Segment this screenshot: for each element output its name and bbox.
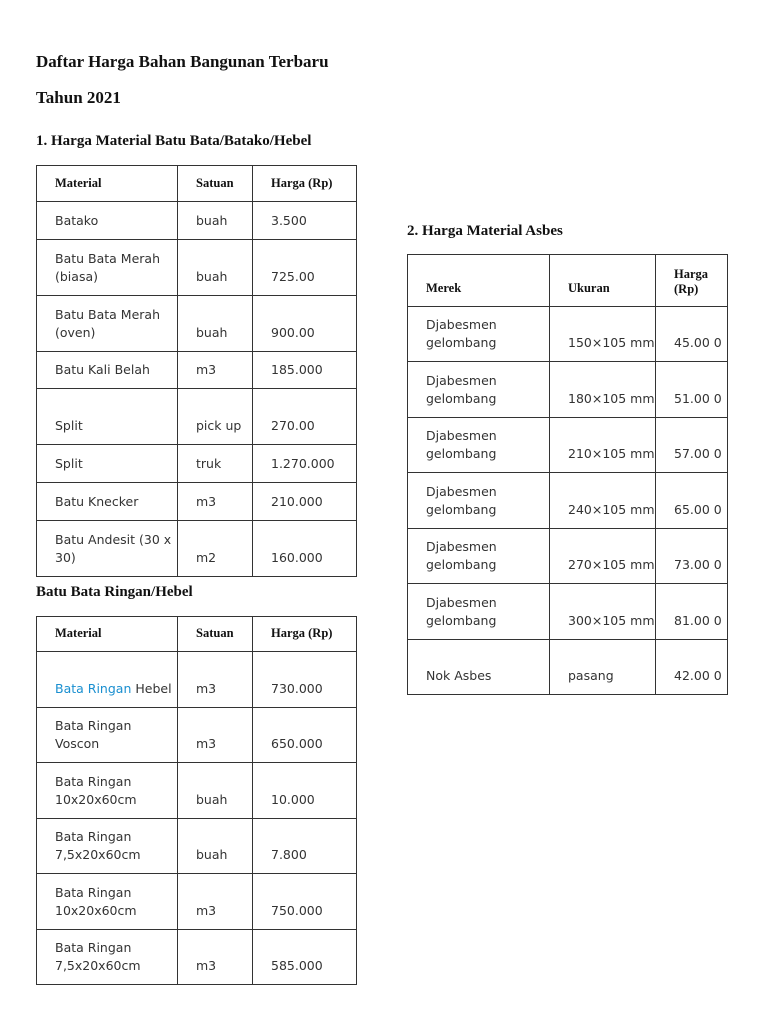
table-row bbox=[37, 445, 357, 483]
cell-satuan: truk bbox=[178, 445, 253, 483]
cell-ukuran: 240×105 mm bbox=[550, 473, 656, 529]
table-row bbox=[37, 763, 357, 819]
table-row bbox=[408, 307, 728, 362]
cell-material: Batu Andesit (30 x 30) bbox=[37, 521, 178, 577]
header-satuan: Satuan bbox=[178, 166, 253, 202]
cell-material: Batu Kali Belah bbox=[37, 352, 178, 389]
cell-material: Split bbox=[37, 389, 178, 445]
cell-ukuran: 150×105 mm bbox=[550, 307, 656, 362]
cell-harga: 3.500 bbox=[253, 202, 357, 240]
cell-merek: Djabesmen gelombang bbox=[408, 418, 550, 473]
cell-harga: 185.000 bbox=[253, 352, 357, 389]
table-row bbox=[408, 418, 728, 473]
cell-harga: 730.000 bbox=[253, 652, 357, 708]
cell-harga: 42.00 0 bbox=[656, 640, 728, 695]
table-batu-bata bbox=[36, 165, 357, 577]
cell-satuan: m3 bbox=[178, 930, 253, 985]
cell-material: Bata Ringan 10x20x60cm bbox=[37, 874, 178, 930]
cell-merek: Djabesmen gelombang bbox=[408, 529, 550, 584]
cell-merek: Djabesmen gelombang bbox=[408, 473, 550, 529]
cell-harga: 65.00 0 bbox=[656, 473, 728, 529]
cell-merek: Nok Asbes bbox=[408, 640, 550, 695]
cell-satuan: buah bbox=[178, 819, 253, 874]
cell-material: Bata Ringan Voscon bbox=[37, 708, 178, 763]
cell-harga: 1.270.000 bbox=[253, 445, 357, 483]
cell-ukuran: 210×105 mm bbox=[550, 418, 656, 473]
header-merek: Merek bbox=[408, 255, 550, 307]
table-header-row bbox=[37, 617, 357, 652]
cell-harga: 160.000 bbox=[253, 521, 357, 577]
cell-harga: 45.00 0 bbox=[656, 307, 728, 362]
section-title-asbes: 2. Harga Material Asbes bbox=[407, 223, 563, 239]
cell-satuan: m3 bbox=[178, 652, 253, 708]
cell-satuan: m3 bbox=[178, 352, 253, 389]
cell-material-rest: Hebel bbox=[131, 681, 172, 696]
section-title-batu-bata: 1. Harga Material Batu Bata/Batako/Hebel bbox=[36, 133, 312, 149]
cell-harga: 725.00 bbox=[253, 240, 357, 296]
cell-satuan: pick up bbox=[178, 389, 253, 445]
cell-satuan: buah bbox=[178, 296, 253, 352]
table-bata-ringan bbox=[36, 616, 357, 985]
cell-harga: 210.000 bbox=[253, 483, 357, 521]
cell-satuan: buah bbox=[178, 202, 253, 240]
header-satuan: Satuan bbox=[178, 617, 253, 652]
table-row bbox=[37, 874, 357, 930]
table-row bbox=[37, 352, 357, 389]
header-ukuran: Ukuran bbox=[550, 255, 656, 307]
cell-ukuran: 180×105 mm bbox=[550, 362, 656, 418]
table-row bbox=[37, 930, 357, 985]
table-row bbox=[37, 708, 357, 763]
cell-material: Bata Ringan 7,5x20x60cm bbox=[37, 930, 178, 985]
cell-material: Batu Bata Merah (oven) bbox=[37, 296, 178, 352]
cell-material: Split bbox=[37, 445, 178, 483]
cell-satuan: m2 bbox=[178, 521, 253, 577]
header-harga: Harga (Rp) bbox=[656, 255, 728, 307]
cell-harga: 10.000 bbox=[253, 763, 357, 819]
page-title: Daftar Harga Bahan Bangunan Terbaru bbox=[36, 52, 329, 71]
table-row bbox=[37, 652, 357, 708]
cell-satuan: m3 bbox=[178, 874, 253, 930]
table-header-row bbox=[37, 166, 357, 202]
cell-material: Bata Ringan 7,5x20x60cm bbox=[37, 819, 178, 874]
cell-material: Batako bbox=[37, 202, 178, 240]
table-row bbox=[37, 819, 357, 874]
table-row bbox=[408, 362, 728, 418]
header-material: Material bbox=[37, 166, 178, 202]
cell-harga: 270.00 bbox=[253, 389, 357, 445]
cell-satuan: buah bbox=[178, 763, 253, 819]
cell-merek: Djabesmen gelombang bbox=[408, 307, 550, 362]
cell-satuan: m3 bbox=[178, 708, 253, 763]
cell-harga: 51.00 0 bbox=[656, 362, 728, 418]
cell-material bbox=[37, 652, 178, 708]
table-row bbox=[408, 640, 728, 695]
page-subtitle: Tahun 2021 bbox=[36, 88, 121, 107]
cell-ukuran: 270×105 mm bbox=[550, 529, 656, 584]
cell-harga: 750.000 bbox=[253, 874, 357, 930]
bata-ringan-link[interactable]: Bata Ringan bbox=[55, 681, 132, 696]
cell-satuan: m3 bbox=[178, 483, 253, 521]
table-row bbox=[37, 521, 357, 577]
cell-harga: 650.000 bbox=[253, 708, 357, 763]
header-harga: Harga (Rp) bbox=[253, 617, 357, 652]
header-harga: Harga (Rp) bbox=[253, 166, 357, 202]
table-row bbox=[37, 483, 357, 521]
cell-ukuran: pasang bbox=[550, 640, 656, 695]
section-title-bata-ringan: Batu Bata Ringan/Hebel bbox=[36, 584, 193, 600]
table-row bbox=[37, 240, 357, 296]
cell-ukuran: 300×105 mm bbox=[550, 584, 656, 640]
cell-merek: Djabesmen gelombang bbox=[408, 584, 550, 640]
table-row bbox=[37, 296, 357, 352]
cell-harga: 57.00 0 bbox=[656, 418, 728, 473]
cell-material: Batu Bata Merah (biasa) bbox=[37, 240, 178, 296]
cell-harga: 7.800 bbox=[253, 819, 357, 874]
table-row bbox=[37, 202, 357, 240]
cell-harga: 81.00 0 bbox=[656, 584, 728, 640]
table-row bbox=[408, 584, 728, 640]
cell-material: Batu Knecker bbox=[37, 483, 178, 521]
cell-material: Bata Ringan 10x20x60cm bbox=[37, 763, 178, 819]
cell-harga: 73.00 0 bbox=[656, 529, 728, 584]
cell-satuan: buah bbox=[178, 240, 253, 296]
cell-harga: 900.00 bbox=[253, 296, 357, 352]
table-asbes bbox=[407, 254, 728, 695]
table-row bbox=[37, 389, 357, 445]
table-row bbox=[408, 473, 728, 529]
cell-harga: 585.000 bbox=[253, 930, 357, 985]
cell-merek: Djabesmen gelombang bbox=[408, 362, 550, 418]
header-material: Material bbox=[37, 617, 178, 652]
table-row bbox=[408, 529, 728, 584]
table-header-row bbox=[408, 255, 728, 307]
